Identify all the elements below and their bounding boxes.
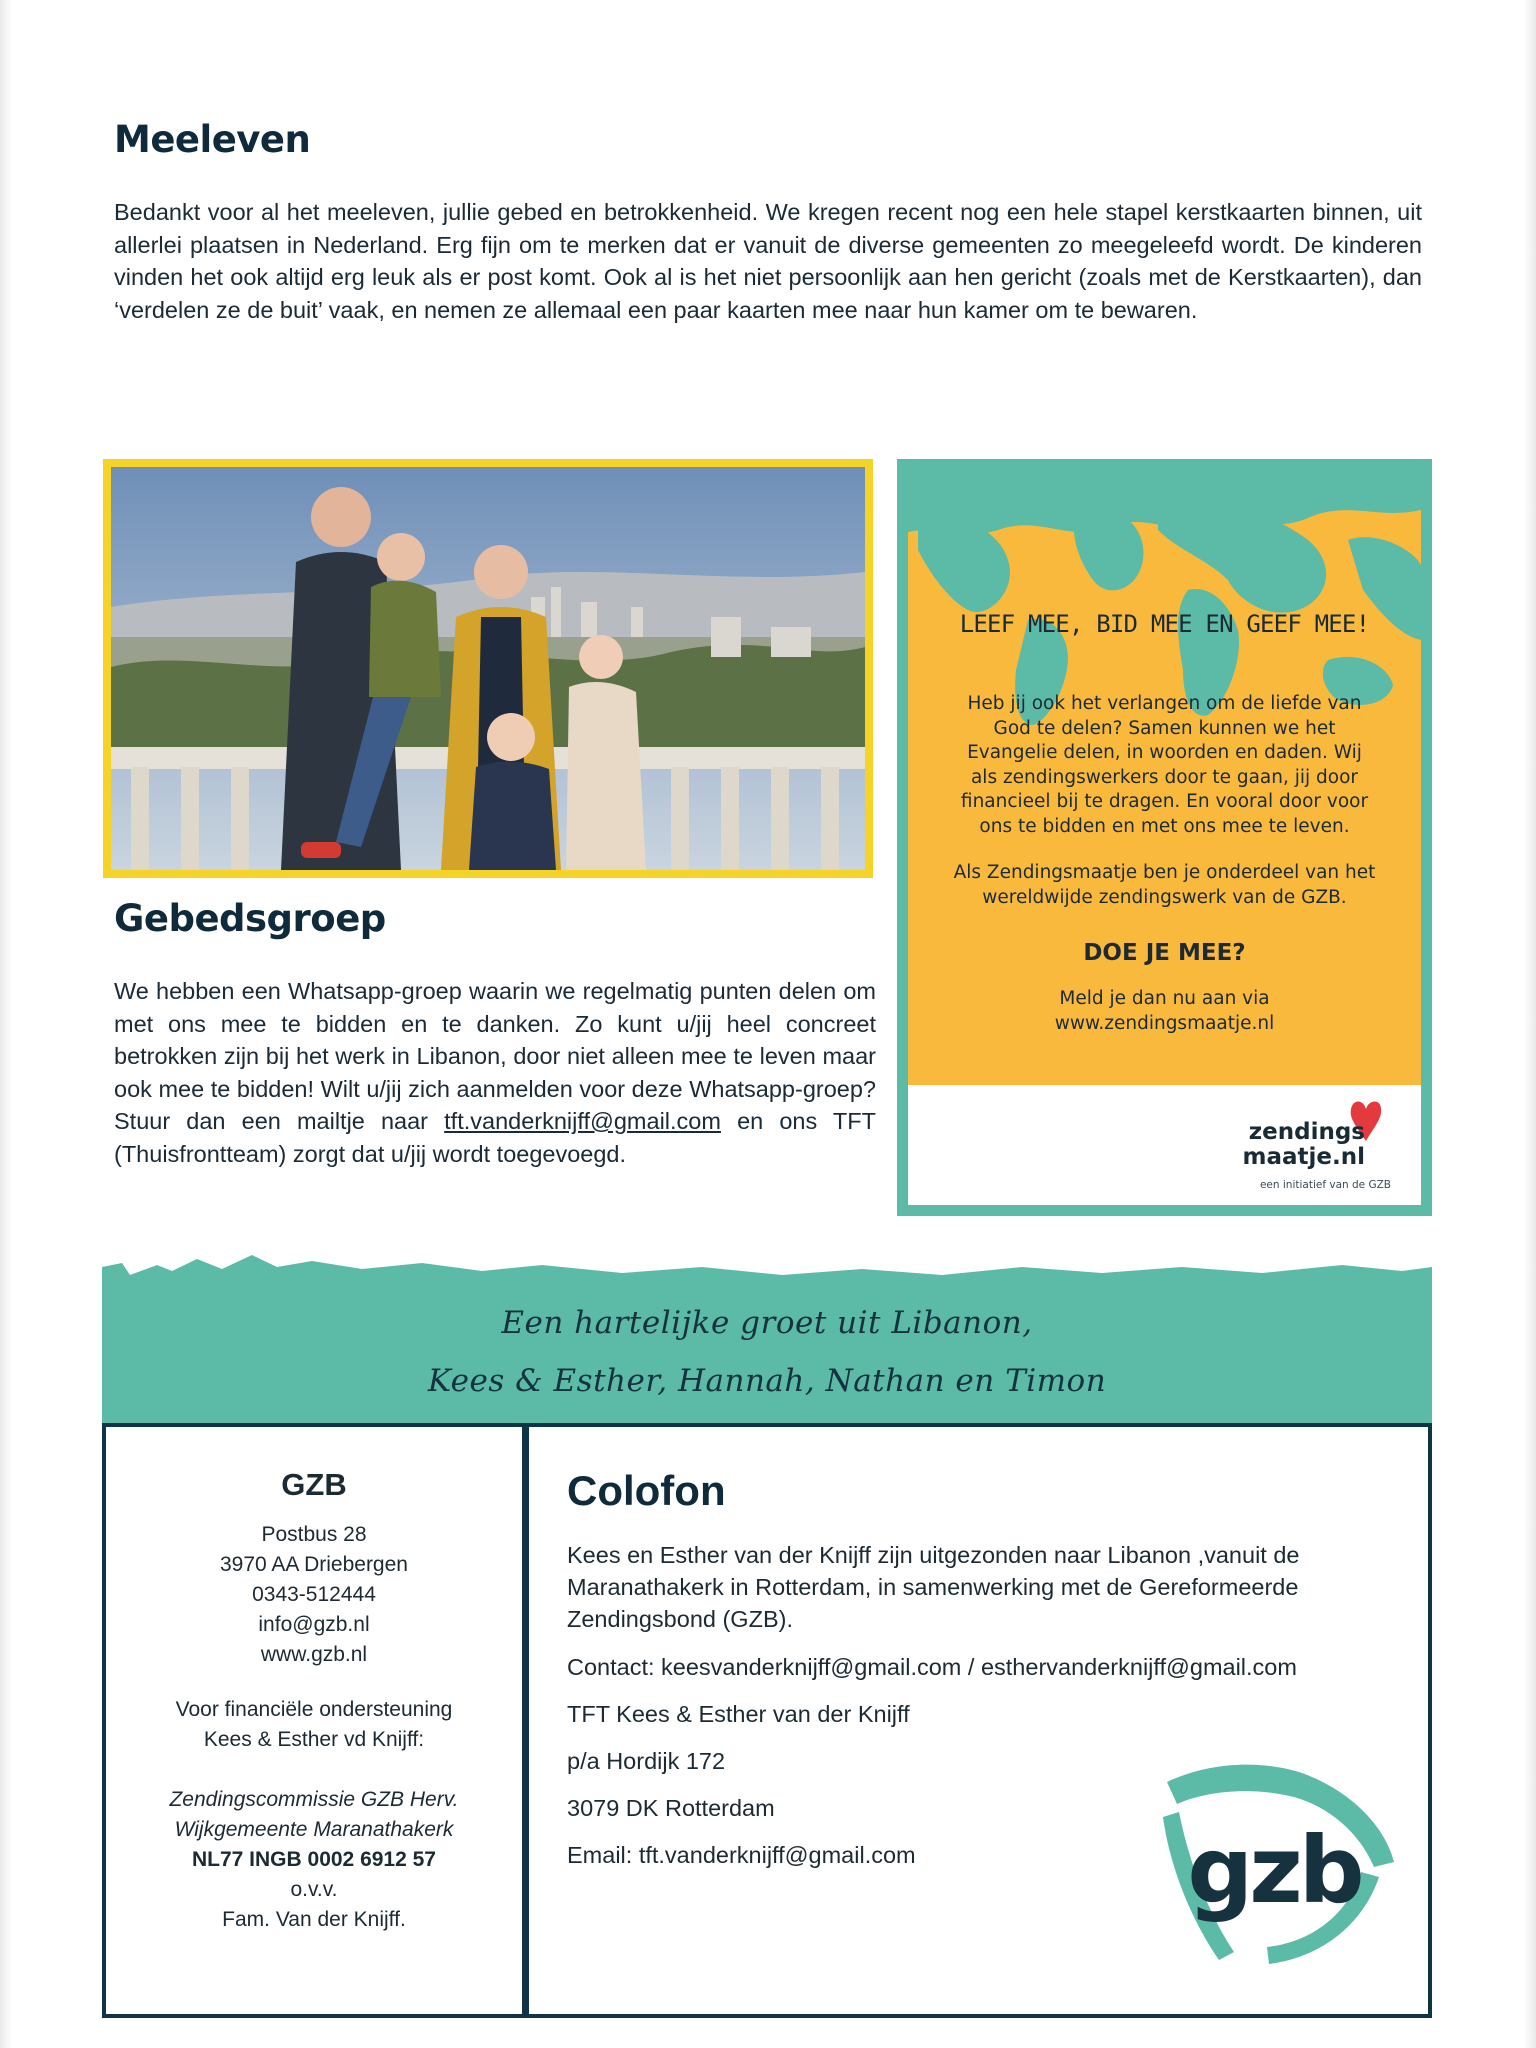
zendingsmaatje-ad — [897, 459, 1432, 1216]
logo-tagline: een initiatief van de GZB — [1259, 1179, 1391, 1191]
gzb-logo-text: gzb — [1187, 1817, 1361, 1924]
gzb-support — [106, 1695, 522, 1755]
ad-signup-text: Meld je dan nu aan via www.zendingsmaatje.nl — [1054, 988, 1275, 1034]
greeting-line-2: Kees & Esther, Hannah, Nathan en Timon — [427, 1363, 1107, 1399]
colofon-intro: Kees en Esther van der Knijff zijn uitgezonden naar Libanon ,vanuit de Maranathakerk in Rotterdam, in samenwerking met de Gereformeerde Zendingsbond (GZB). — [567, 1542, 1300, 1632]
family-photo — [103, 459, 873, 878]
gzb-address — [106, 1520, 522, 1670]
ad-heading: LEEF MEE, BID MEE EN GEEF MEE! — [959, 610, 1370, 638]
ad-body-1: Heb jij ook het verlangen om de liefde van God te delen? Samen kunnen we het Evangelie delen, in woorden en daden. Wij als zendingswerkers door te gaan, jij door financieel bij te dragen. En vooral door voor ons te bidden en met ons mee te leven. — [960, 693, 1369, 837]
family-photo-image — [111, 467, 865, 870]
gzb-title: GZB — [281, 1467, 347, 1502]
gzb-account — [106, 1785, 522, 1935]
ad-panel — [908, 470, 1421, 1205]
logo-line-1: zendings — [1248, 1119, 1365, 1145]
gebedsgroep-text — [114, 975, 876, 1170]
page-edge-right — [1524, 0, 1536, 2048]
colofon-tft: TFT Kees & Esther van der Knijff — [567, 1701, 910, 1727]
gzb-postbus: Postbus 28 — [261, 1523, 367, 1546]
colofon-contact: Contact: keesvanderknijff@gmail.com / esthervanderknijff@gmail.com — [567, 1654, 1297, 1680]
colofon-title: Colofon — [567, 1467, 726, 1514]
iban: NL77 INGB 0002 6912 57 — [192, 1848, 436, 1871]
ovv-line-1: o.v.v. — [290, 1878, 338, 1901]
colofon-city: 3079 DK Rotterdam — [567, 1795, 775, 1821]
page-edge-left — [0, 0, 12, 2048]
meeleven-title: Meeleven — [114, 118, 311, 161]
gebedsgroep-title: Gebedsgroep — [114, 897, 386, 940]
gzb-contact-box — [102, 1423, 526, 2018]
zendingsmaatje-logo — [1243, 1120, 1365, 1170]
gzb-phone: 0343-512444 — [252, 1583, 376, 1606]
colofon-address: p/a Hordijk 172 — [567, 1748, 726, 1774]
meeleven-text: Bedankt voor al het meeleven, jullie gebed en betrokkenheid. We kregen recent nog een hele stapel kerstkaarten binnen, uit allerlei plaatsen in Nederland. Erg fijn om te merken dat er vanuit de diverse gemeenten zo meegeleefd wordt. De kinderen vinden het ook altijd erg leuk als er post komt. Ook al is het niet persoonlijk aan hen gericht (zoals met de Kerstkaarten), dan ‘verdelen ze de buit’ vaak, en nemen ze allemaal een paar kaarten mee naar hun kamer om te bewaren. — [114, 199, 1422, 323]
account-name-1: Zendingscommissie GZB Herv. — [169, 1788, 459, 1811]
gzb-website[interactable]: www.gzb.nl — [260, 1643, 368, 1666]
logo-line-2: maatje.nl — [1242, 1144, 1365, 1170]
colofon-email: Email: tft.vanderknijff@gmail.com — [567, 1842, 916, 1868]
ovv-line-2: Fam. Van der Knijff. — [222, 1908, 406, 1931]
greeting-banner — [102, 1255, 1432, 1423]
gzb-postcode: 3970 AA Driebergen — [220, 1553, 408, 1576]
gzb-email[interactable]: info@gzb.nl — [258, 1613, 370, 1636]
support-line-1: Voor financiële ondersteuning — [175, 1698, 453, 1721]
colofon-box — [524, 1423, 1432, 2018]
greeting-line-1: Een hartelijke groet uit Libanon, — [501, 1305, 1033, 1341]
gzb-logo — [1149, 1752, 1399, 1972]
support-line-2: Kees & Esther vd Knijff: — [203, 1728, 425, 1751]
tft-email-link[interactable]: tft.vanderknijff@gmail.com — [444, 1108, 721, 1134]
gebedsgroep-text-part2: en ons TFT (Thuisfrontteam) zorgt dat u/jij wordt toegevoegd. — [114, 1108, 876, 1167]
ad-body-2: Als Zendingsmaatje ben je onderdeel van het wereldwijde zendingswerk van de GZB. — [953, 862, 1376, 908]
ad-cta: DOE JE MEE? — [1083, 940, 1246, 966]
account-name-2: Wijkgemeente Maranathakerk — [174, 1818, 454, 1841]
gebedsgroep-text-part1: We hebben een Whatsapp-groep waarin we regelmatig punten delen om met ons mee te bidden en te danken. Zo kunt u/jij heel concreet betrokken zijn bij het werk in Libanon, door niet alleen mee te leven maar ook mee te bidden! Wilt u/jij zich aanmelden voor deze Whatsapp-groep? Stuur dan een mailtje naar — [114, 978, 876, 1134]
